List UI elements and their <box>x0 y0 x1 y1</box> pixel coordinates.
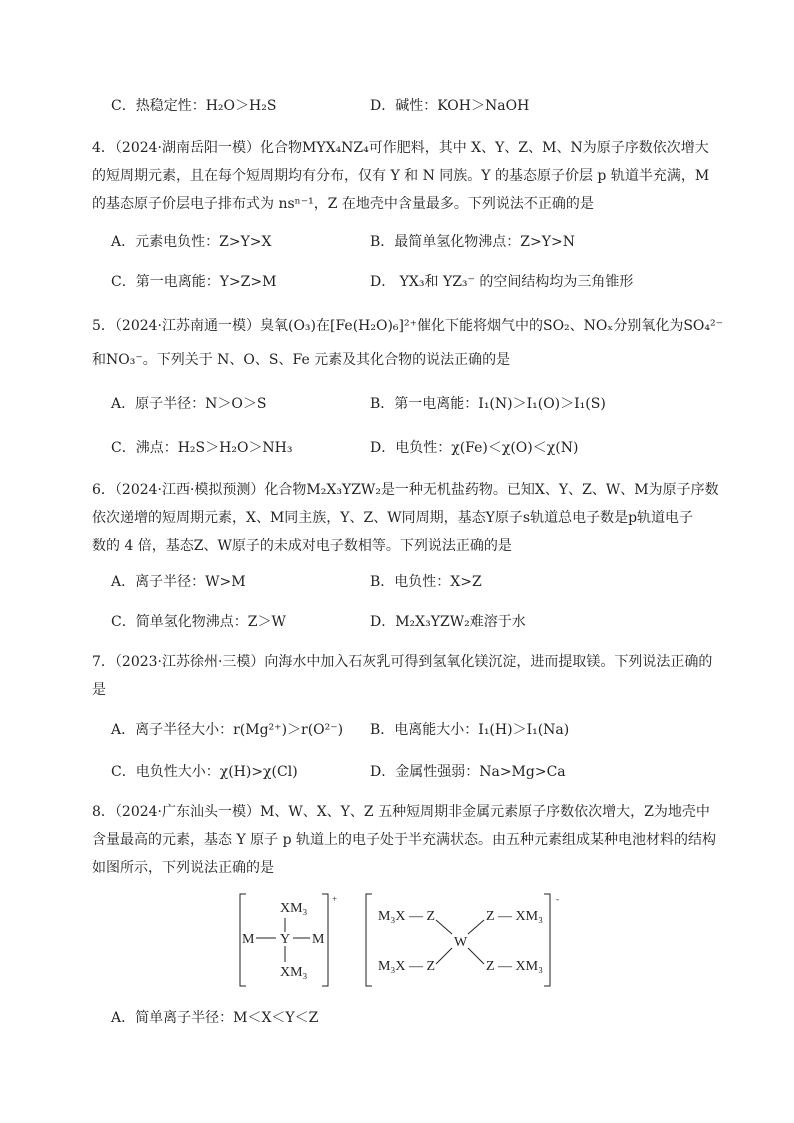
q7-option-b: B．电离能大小：I₁(H)＞I₁(Na) <box>370 722 570 738</box>
battery-material-structure-diagram <box>230 888 570 992</box>
q5-option-c: C．沸点：H₂S＞H₂O＞NH₃ <box>111 440 293 456</box>
q5-stem-line-1: 5．（2024·江苏南通一模）臭氧(O₃)在[Fe(H₂O)₆]²⁺催化下能将烟气中的SO₂、NOₓ分别氧化为SO₄²⁻ <box>92 318 724 334</box>
cation-right-atom: M <box>312 932 325 947</box>
q4-option-b: B．最简单氢化物沸点：Z>Y>N <box>370 234 575 250</box>
q3-option-c: C．热稳定性：H₂O＞H₂S <box>111 98 277 114</box>
q6-option-a: A．离子半径：W>M <box>111 574 246 590</box>
cation-center-atom: Y <box>280 932 291 947</box>
q6-stem-line-3: 数的 4 倍，基态Z、W原子的未成对电子数相等。下列说法正确的是 <box>92 538 512 554</box>
q8-option-a: A．简单离子半径：M＜X＜Y＜Z <box>111 1010 319 1026</box>
anion-charge: - <box>556 894 559 904</box>
q5-option-a: A．原子半径：N＞O＞S <box>111 396 267 412</box>
q4-option-c: C．第一电离能：Y>Z>M <box>111 274 277 290</box>
q7-stem-line-1: 7．（2023·江苏徐州·三模）向海水中加入石灰乳可得到氢氧化镁沉淀，进而提取镁。下列说法正确的 <box>92 654 713 670</box>
anion-bond-bottom-left <box>436 948 452 964</box>
q6-stem-line-2: 依次递增的短周期元素，X、M同主族，Y、Z、W同周期，基态Y原子s轨道总电子数是p轨道电子 <box>92 510 694 526</box>
anion-bond-top-left <box>436 920 452 934</box>
q3-option-d: D．碱性：KOH＞NaOH <box>370 98 530 114</box>
anion-bottom-right-group: Z — XM₃ <box>486 959 543 974</box>
q5-option-d: D．电负性：χ(Fe)＜χ(O)＜χ(N) <box>370 440 579 456</box>
q5-option-b: B．第一电离能：I₁(N)＞I₁(O)＞I₁(S) <box>370 396 606 412</box>
q4-stem-line-2: 的短周期元素，且在每个短周期均有分布，仅有 Y 和 N 同族。Y 的基态原子价层 p 轨道半充满，M <box>92 168 710 184</box>
q7-option-d: D．金属性强弱：Na>Mg>Ca <box>370 764 566 780</box>
anion-right-bracket <box>544 894 550 986</box>
q6-stem-line-1: 6．（2024·江西·模拟预测）化合物M₂X₃YZW₂是一种无机盐药物。已知X、Y、Z、W、M为原子序数 <box>92 482 719 498</box>
q8-stem-line-2: 含量最高的元素，基态 Y 原子 p 轨道上的电子处于半充满状态。由五种元素组成某种电池材料的结构 <box>92 832 717 848</box>
q4-option-a: A．元素电负性：Z>Y>X <box>111 234 272 250</box>
q8-stem-line-1: 8．（2024·广东汕头一模）M、W、X、Y、Z 五种短周期非金属元素原子序数依次增大，Z为地壳中 <box>92 804 710 820</box>
anion-left-bracket <box>366 894 372 986</box>
q4-stem-line-1: 4．（2024·湖南岳阳一模）化合物MYX₄NZ₄可作肥料，其中 X、Y、Z、M、N为原子序数依次增大 <box>92 140 709 156</box>
q5-stem-line-2: 和NO₃⁻。下列关于 N、O、S、Fe 元素及其化合物的说法正确的是 <box>92 352 511 368</box>
q8-stem-line-3: 如图所示，下列说法正确的是 <box>92 860 274 876</box>
q7-option-a: A．离子半径大小：r(Mg²⁺)＞r(O²⁻) <box>111 722 344 738</box>
anion-top-left-group: M₃X — Z <box>378 909 435 924</box>
anion-bond-top-right <box>468 920 484 934</box>
cation-charge: + <box>332 894 338 904</box>
cation-top-group: XM₃ <box>280 901 308 916</box>
anion-top-right-group: Z — XM₃ <box>486 909 543 924</box>
q6-option-c: C．简单氢化物沸点：Z＞W <box>111 614 286 630</box>
q4-stem-line-3: 的基态原子价层电子排布式为 nsⁿ⁻¹，Z 在地壳中含量最多。下列说法不正确的是 <box>92 196 594 212</box>
cation-bottom-group: XM₃ <box>280 965 308 980</box>
q7-option-c: C．电负性大小：χ(H)>χ(Cl) <box>111 764 298 780</box>
q6-option-b: B．电负性：X>Z <box>370 574 482 590</box>
cation-left-atom: M <box>242 932 255 947</box>
q6-option-d: D．M₂X₃YZW₂难溶于水 <box>370 614 526 630</box>
anion-bond-bottom-right <box>468 948 484 964</box>
q4-option-d: D． YX₃和 YZ₃⁻ 的空间结构均为三角锥形 <box>370 274 634 290</box>
anion-center-atom: W <box>454 935 468 950</box>
anion-bottom-left-group: M₃X — Z <box>378 959 435 974</box>
q7-stem-line-2: 是 <box>92 682 106 698</box>
